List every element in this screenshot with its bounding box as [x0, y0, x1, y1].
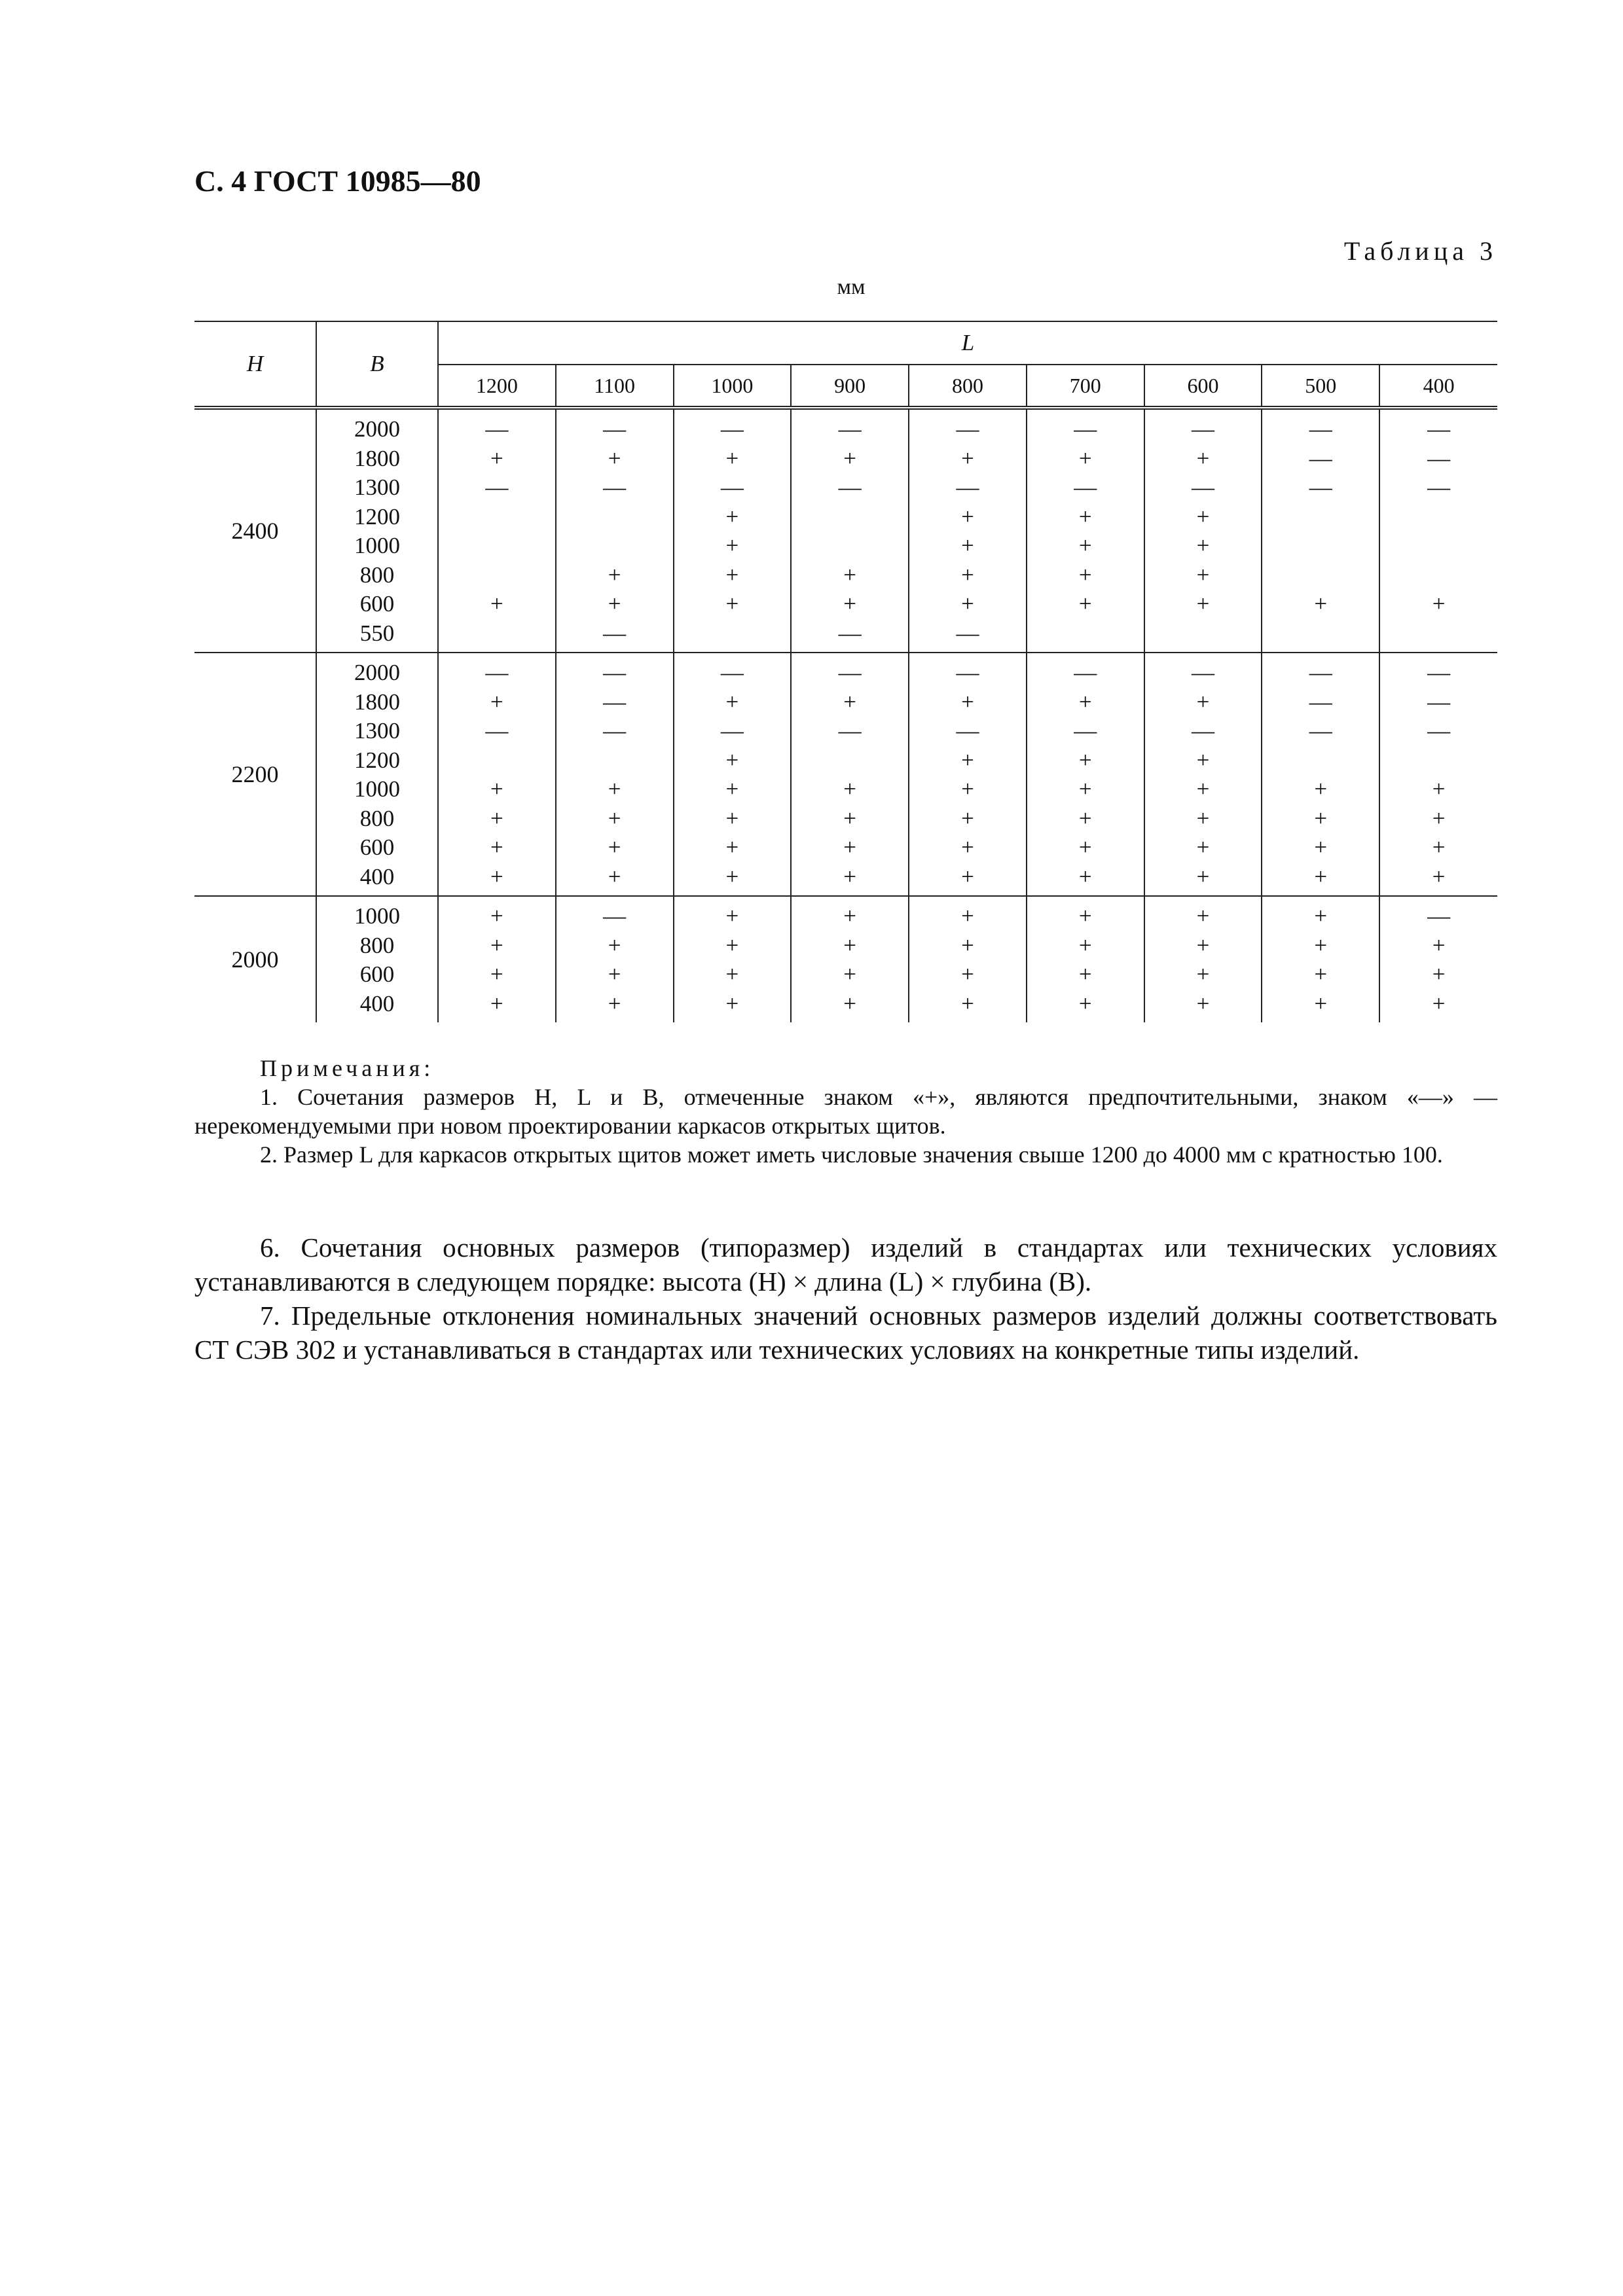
mark-value: + — [1196, 445, 1210, 471]
mark-value: — — [1309, 718, 1332, 744]
table-row — [194, 653, 1497, 896]
mark-value — [1262, 619, 1379, 649]
mark-value: + — [608, 562, 621, 588]
mark-value: — — [603, 416, 627, 442]
mark-value: — — [1427, 445, 1451, 471]
mark-value: + — [961, 961, 974, 987]
mark-value: — — [838, 416, 862, 442]
mark-value: + — [1432, 805, 1446, 831]
mark-value: + — [1314, 863, 1328, 889]
b-value: 800 — [359, 932, 395, 958]
mark-value — [674, 619, 791, 649]
mark-value: — — [485, 416, 509, 442]
mark-value: + — [961, 533, 974, 558]
mark-column-cell — [1262, 896, 1379, 1022]
mark-value — [792, 746, 908, 776]
mark-value: + — [490, 591, 503, 617]
mark-value: — — [1427, 475, 1451, 500]
mark-value: — — [603, 689, 627, 715]
paragraph: 6. Сочетания основных размеров (типоразмер) изделий в стандартах или технических условиях устанавливаются в следующем порядке: высота (H) × длина (L) × глубина (B). — [194, 1232, 1497, 1297]
mark-value: + — [961, 903, 974, 929]
mark-value: + — [608, 990, 621, 1016]
mark-value: + — [725, 533, 739, 558]
mark-value: + — [1432, 776, 1446, 802]
mark-value — [1027, 619, 1144, 649]
table-row-group — [194, 408, 1497, 653]
mark-value: — — [485, 475, 509, 500]
mark-value — [792, 503, 908, 532]
mark-column-cell — [1379, 653, 1497, 896]
mark-value: + — [725, 903, 739, 929]
mark-value: + — [1314, 805, 1328, 831]
mark-value: + — [1078, 562, 1092, 588]
mark-column-cell — [791, 408, 909, 653]
b-value: 1000 — [354, 903, 400, 929]
b-value: 1200 — [354, 747, 400, 773]
mark-value: — — [603, 475, 627, 500]
mark-value: + — [1078, 445, 1092, 471]
mark-value: + — [961, 445, 974, 471]
mark-value: — — [1309, 660, 1332, 685]
page-header: С. 4 ГОСТ 10985—80 — [194, 164, 481, 198]
mark-value: + — [1078, 863, 1092, 889]
mark-value: + — [1196, 503, 1210, 529]
mark-value — [439, 619, 555, 649]
b-value: 1300 — [354, 475, 400, 500]
mark-value: — — [838, 475, 862, 500]
h-value-cell: 2200 — [194, 653, 316, 896]
mark-value: + — [961, 503, 974, 529]
mark-value: + — [1432, 990, 1446, 1016]
mark-value: + — [608, 961, 621, 987]
mark-column-cell — [674, 896, 792, 1022]
mark-value: + — [490, 805, 503, 831]
mark-value: + — [1078, 747, 1092, 773]
mark-value: — — [1074, 475, 1097, 500]
mark-value: + — [1432, 961, 1446, 987]
b-values-cell — [316, 408, 438, 653]
mark-value: + — [725, 689, 739, 715]
mark-value: + — [725, 503, 739, 529]
mark-column-cell — [1144, 408, 1262, 653]
mark-value — [1145, 619, 1262, 649]
mark-value: + — [1196, 805, 1210, 831]
mark-value — [1262, 561, 1379, 590]
column-header-l-value: 600 — [1144, 365, 1262, 408]
mark-value: + — [725, 863, 739, 889]
mark-value: + — [1196, 903, 1210, 929]
mark-value: — — [485, 718, 509, 744]
mark-value: + — [1314, 961, 1328, 987]
mark-value: — — [1309, 475, 1332, 500]
mark-value — [1380, 531, 1497, 561]
mark-column-cell — [556, 896, 674, 1022]
mark-value: + — [608, 834, 621, 860]
mark-value: + — [725, 445, 739, 471]
mark-value: + — [961, 834, 974, 860]
mark-value: + — [843, 961, 857, 987]
mark-value: + — [608, 591, 621, 617]
mark-value: + — [1196, 932, 1210, 958]
mark-column-cell — [1027, 653, 1144, 896]
mark-value: + — [1196, 562, 1210, 588]
mark-value: + — [1078, 689, 1092, 715]
mark-value: + — [608, 776, 621, 802]
mark-value: — — [603, 620, 627, 646]
b-value: 2000 — [354, 416, 400, 442]
mark-value: + — [1078, 591, 1092, 617]
mark-value: + — [490, 689, 503, 715]
mark-column-cell — [791, 653, 909, 896]
b-value: 1800 — [354, 445, 400, 471]
mark-value: + — [1196, 747, 1210, 773]
column-header-l-value: 700 — [1027, 365, 1144, 408]
mark-value: — — [1309, 416, 1332, 442]
mark-value: + — [725, 776, 739, 802]
h-value-cell: 2000 — [194, 896, 316, 1022]
mark-value: + — [843, 834, 857, 860]
mark-value: — — [838, 718, 862, 744]
mark-value: — — [1427, 689, 1451, 715]
table-units: мм — [837, 275, 866, 299]
b-values-cell — [316, 896, 438, 1022]
mark-value: — — [603, 903, 627, 929]
mark-value: + — [961, 863, 974, 889]
body-text — [194, 1230, 1497, 1367]
mark-value: — — [1074, 660, 1097, 685]
table-row-group — [194, 896, 1497, 1022]
mark-value: + — [1314, 932, 1328, 958]
mark-column-cell — [1144, 896, 1262, 1022]
mark-value: + — [725, 805, 739, 831]
mark-value: + — [843, 445, 857, 471]
mark-value: + — [1432, 863, 1446, 889]
mark-value: — — [603, 660, 627, 685]
note-item: 2. Размер L для каркасов открытых щитов может иметь числовые значения свыше 1200 до 4000 мм с кратностью 100. — [260, 1141, 1443, 1168]
mark-value: — — [956, 620, 979, 646]
mark-value — [439, 746, 555, 776]
notes-section — [194, 1054, 1497, 1169]
mark-value: + — [1196, 533, 1210, 558]
column-header-l-value: 1000 — [674, 365, 792, 408]
mark-value: + — [490, 445, 503, 471]
mark-value: — — [1427, 660, 1451, 685]
mark-value: + — [1078, 932, 1092, 958]
mark-column-cell — [1027, 896, 1144, 1022]
mark-value: + — [1078, 533, 1092, 558]
b-value: 400 — [359, 990, 395, 1016]
mark-column-cell — [909, 408, 1027, 653]
mark-value: + — [490, 903, 503, 929]
column-header-l-value: 400 — [1379, 365, 1497, 408]
mark-value: + — [1432, 591, 1446, 617]
mark-value: — — [1427, 903, 1451, 929]
mark-value: + — [1314, 990, 1328, 1016]
column-header-l: L — [438, 321, 1497, 365]
mark-value: + — [1078, 834, 1092, 860]
mark-value: — — [1309, 689, 1332, 715]
mark-value: + — [961, 591, 974, 617]
b-value: 1000 — [354, 776, 400, 802]
mark-value — [1380, 503, 1497, 532]
column-header-l-value: 1100 — [556, 365, 674, 408]
mark-value: — — [720, 660, 744, 685]
mark-value: + — [725, 932, 739, 958]
mark-value: + — [843, 932, 857, 958]
mark-value: — — [1191, 475, 1214, 500]
mark-column-cell — [909, 896, 1027, 1022]
mark-value: + — [843, 990, 857, 1016]
mark-column-cell — [791, 896, 909, 1022]
mark-value: + — [608, 805, 621, 831]
mark-value: + — [490, 834, 503, 860]
mark-value: + — [1078, 990, 1092, 1016]
mark-value: — — [956, 475, 979, 500]
mark-value — [1262, 503, 1379, 532]
column-header-l-value: 800 — [909, 365, 1027, 408]
mark-value — [1380, 746, 1497, 776]
mark-value: — — [956, 416, 979, 442]
b-values-cell — [316, 653, 438, 896]
mark-value: + — [608, 445, 621, 471]
table-header — [194, 321, 1497, 408]
mark-value: — — [720, 718, 744, 744]
mark-value: — — [1191, 416, 1214, 442]
mark-value — [1380, 561, 1497, 590]
mark-value: — — [956, 718, 979, 744]
mark-value: — — [838, 620, 862, 646]
mark-value: + — [1314, 834, 1328, 860]
mark-value: + — [1196, 961, 1210, 987]
mark-value — [439, 531, 555, 561]
mark-value: — — [1191, 718, 1214, 744]
b-value: 600 — [359, 961, 395, 987]
mark-value: + — [725, 961, 739, 987]
mark-value — [439, 503, 555, 532]
mark-value: + — [961, 990, 974, 1016]
mark-value: + — [843, 863, 857, 889]
b-value: 1800 — [354, 689, 400, 715]
mark-value: + — [1078, 503, 1092, 529]
mark-value: + — [1196, 591, 1210, 617]
h-value-cell: 2400 — [194, 408, 316, 653]
mark-value: + — [961, 562, 974, 588]
b-value: 1200 — [354, 503, 400, 529]
mark-value: + — [961, 689, 974, 715]
mark-value: + — [725, 834, 739, 860]
mark-value: — — [485, 660, 509, 685]
mark-value: — — [1074, 416, 1097, 442]
b-value: 800 — [359, 805, 395, 831]
table-row — [194, 896, 1497, 1022]
mark-value: — — [720, 416, 744, 442]
mark-value: + — [843, 776, 857, 802]
mark-column-cell — [1262, 408, 1379, 653]
b-value: 550 — [359, 620, 395, 646]
mark-value: + — [961, 747, 974, 773]
mark-value: + — [961, 776, 974, 802]
mark-value: + — [1196, 990, 1210, 1016]
mark-value: + — [961, 805, 974, 831]
paragraph: 7. Предельные отклонения номинальных значений основных размеров изделий должны соответствовать СТ СЭВ 302 и устанавливаться в стандартах или технических условиях на конкретные типы изделий. — [194, 1300, 1497, 1365]
mark-column-cell — [674, 408, 792, 653]
mark-value: + — [843, 689, 857, 715]
mark-value: — — [838, 660, 862, 685]
mark-value: + — [843, 591, 857, 617]
table-title: Таблица 3 — [1343, 236, 1497, 266]
mark-column-cell — [438, 896, 556, 1022]
mark-value: — — [1074, 718, 1097, 744]
mark-value: + — [490, 990, 503, 1016]
mark-column-cell — [1379, 408, 1497, 653]
mark-value: + — [843, 805, 857, 831]
column-header-l-value: 1200 — [438, 365, 556, 408]
mark-column-cell — [674, 653, 792, 896]
mark-value: + — [1078, 961, 1092, 987]
mark-value: — — [956, 660, 979, 685]
mark-value: + — [1314, 591, 1328, 617]
mark-value: + — [1432, 834, 1446, 860]
mark-value: — — [1309, 445, 1332, 471]
table-row — [194, 408, 1497, 653]
mark-value: + — [608, 863, 621, 889]
mark-value — [792, 531, 908, 561]
mark-value: + — [490, 863, 503, 889]
mark-value — [556, 746, 673, 776]
mark-value: + — [490, 961, 503, 987]
b-value: 600 — [359, 591, 395, 617]
b-value: 400 — [359, 863, 395, 889]
mark-value — [1262, 531, 1379, 561]
mark-value: + — [725, 591, 739, 617]
mark-value: — — [1427, 416, 1451, 442]
column-header-l-value: 500 — [1262, 365, 1379, 408]
mark-value: + — [608, 932, 621, 958]
dimensions-table — [194, 321, 1497, 1022]
mark-value: + — [490, 932, 503, 958]
mark-value: + — [1078, 776, 1092, 802]
mark-column-cell — [1144, 653, 1262, 896]
b-value: 800 — [359, 562, 395, 588]
mark-value — [1262, 746, 1379, 776]
mark-value — [556, 531, 673, 561]
mark-value: + — [961, 932, 974, 958]
mark-value: — — [1427, 718, 1451, 744]
mark-column-cell — [556, 653, 674, 896]
mark-column-cell — [909, 653, 1027, 896]
mark-column-cell — [556, 408, 674, 653]
b-value: 1300 — [354, 718, 400, 744]
mark-value: + — [1314, 903, 1328, 929]
column-header-l-value: 900 — [791, 365, 909, 408]
b-value: 1000 — [354, 533, 400, 558]
mark-value: + — [1196, 776, 1210, 802]
notes-title: Примечания: — [260, 1055, 435, 1081]
table-row-group — [194, 653, 1497, 896]
mark-column-cell — [438, 653, 556, 896]
mark-value: + — [843, 903, 857, 929]
mark-value: + — [490, 776, 503, 802]
mark-value: + — [725, 747, 739, 773]
mark-column-cell — [1027, 408, 1144, 653]
mark-value: + — [843, 562, 857, 588]
mark-value: + — [1196, 689, 1210, 715]
b-value: 2000 — [354, 660, 400, 685]
mark-value: + — [725, 990, 739, 1016]
note-item: 1. Сочетания размеров H, L и B, отмеченные знаком «+», являются предпочтительными, знаком «—» — нерекомендуемыми при новом проектировании каркасов открытых щитов. — [194, 1084, 1497, 1139]
mark-value: + — [1196, 834, 1210, 860]
mark-value — [556, 503, 673, 532]
mark-value: + — [1078, 805, 1092, 831]
mark-value: — — [720, 475, 744, 500]
mark-value: + — [1314, 776, 1328, 802]
mark-value: — — [1191, 660, 1214, 685]
mark-value — [439, 561, 555, 590]
mark-column-cell — [438, 408, 556, 653]
column-header-b: B — [316, 321, 438, 408]
b-value: 600 — [359, 834, 395, 860]
mark-value: + — [1078, 903, 1092, 929]
mark-column-cell — [1262, 653, 1379, 896]
mark-value — [1380, 619, 1497, 649]
mark-value: + — [1432, 932, 1446, 958]
mark-value: — — [603, 718, 627, 744]
mark-column-cell — [1379, 896, 1497, 1022]
mark-value: + — [1196, 863, 1210, 889]
mark-value: + — [725, 562, 739, 588]
column-header-h: H — [194, 321, 316, 408]
